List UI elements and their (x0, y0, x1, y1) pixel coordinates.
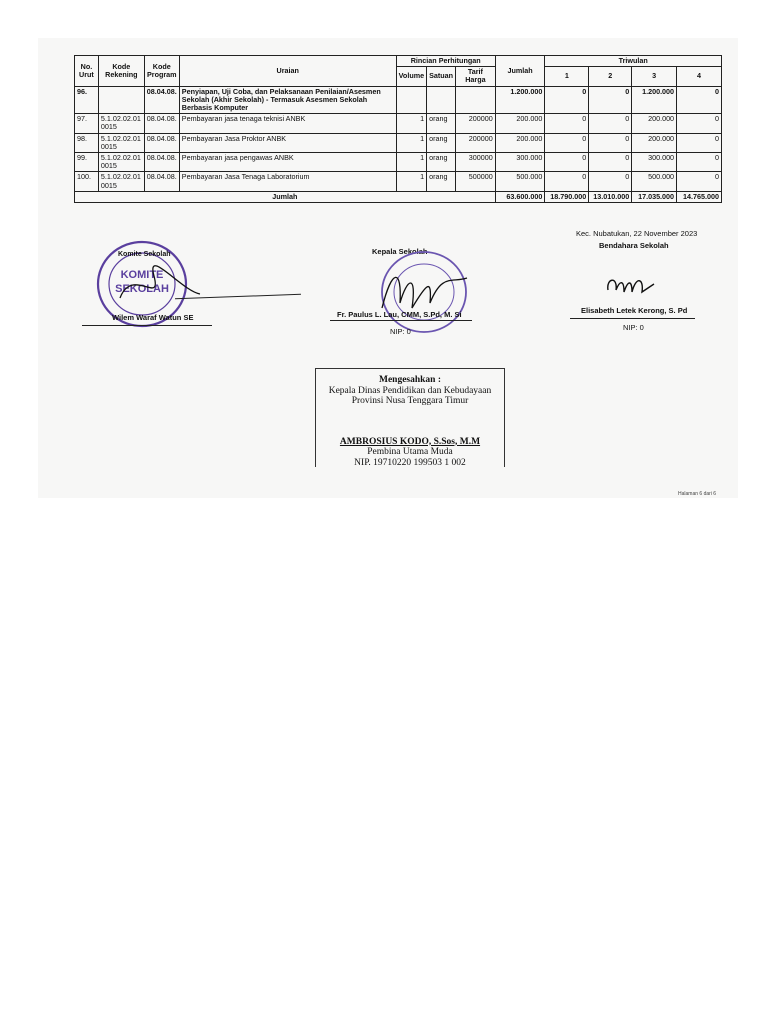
approval-line1: Kepala Dinas Pendidikan dan Kebudayaan (328, 385, 492, 396)
cell-q4: 0 (677, 133, 722, 152)
total-jumlah: 63.600.000 (495, 191, 545, 202)
budget-table (74, 55, 722, 203)
total-q4: 14.765.000 (677, 191, 722, 202)
approval-nip: NIP. 19710220 199503 1 002 (354, 457, 466, 468)
cell-no: 96. (75, 86, 99, 114)
approval-box (315, 368, 505, 467)
cell-tarif: 200000 (456, 114, 496, 133)
header-kode-program: Kode Program (144, 56, 179, 87)
cell-q4: 0 (677, 153, 722, 172)
cell-volume: 1 (396, 133, 426, 152)
cell-jumlah: 300.000 (495, 153, 545, 172)
cell-program: 08.04.08. (144, 153, 179, 172)
cell-q3: 1.200.000 (632, 86, 677, 114)
page-number: Halaman 6 dari 6 (678, 491, 717, 497)
cell-rekening: 5.1.02.02.01 0015 (98, 153, 144, 172)
header-q1: 1 (545, 67, 589, 86)
cell-jumlah: 200.000 (495, 114, 545, 133)
komite-name: Wilem Waraf Watun SE (112, 313, 194, 322)
cell-program: 08.04.08. (144, 133, 179, 152)
header-satuan: Satuan (427, 67, 456, 86)
stamp-komite-text: KOMITE (120, 269, 164, 281)
total-label: Jumlah (75, 191, 496, 202)
cell-q1: 0 (545, 153, 589, 172)
total-row (75, 191, 722, 202)
header-no-urut: No. Urut (75, 56, 99, 87)
cell-satuan (427, 86, 456, 114)
cell-volume: 1 (396, 153, 426, 172)
cell-uraian: Penyiapan, Uji Coba, dan Pelaksanaan Penilaian/Asesmen Sekolah (Akhir Sekolah) - Termasuk Asesmen Sekolah Berbasis Komputer (179, 86, 396, 114)
place-date: Kec. Nubatukan, 22 November 2023 (576, 229, 698, 238)
cell-no: 100. (75, 172, 99, 191)
cell-q2: 0 (589, 153, 632, 172)
komite-caption: Komite Sekolah (118, 251, 171, 258)
cell-q3: 200.000 (632, 114, 677, 133)
cell-uraian: Pembayaran jasa pengawas ANBK (179, 153, 396, 172)
cell-satuan: orang (427, 153, 456, 172)
cell-q4: 0 (677, 86, 722, 114)
bendahara-name: Elisabeth Letek Kerong, S. Pd (581, 306, 688, 315)
cell-q4: 0 (677, 172, 722, 191)
cell-q1: 0 (545, 172, 589, 191)
cell-satuan: orang (427, 133, 456, 152)
table-row (75, 86, 722, 114)
header-kode-rekening: Kode Rekening (98, 56, 144, 87)
header-jumlah: Jumlah (495, 56, 545, 87)
approval-heading: Mengesahkan : (378, 375, 442, 385)
cell-program: 08.04.08. (144, 172, 179, 191)
cell-q1: 0 (545, 114, 589, 133)
cell-uraian: Pembayaran Jasa Tenaga Laboratorium (179, 172, 396, 191)
approval-line2: Provinsi Nusa Tenggara Timur (351, 396, 469, 406)
cell-jumlah: 500.000 (495, 172, 545, 191)
total-q1: 18.790.000 (545, 191, 589, 202)
bendahara-signature (602, 272, 662, 302)
header-volume: Volume (396, 67, 426, 86)
header-rincian: Rincian Perhitungan (396, 56, 495, 67)
cell-tarif: 300000 (456, 153, 496, 172)
header-q4: 4 (677, 67, 722, 86)
cell-volume: 1 (396, 172, 426, 191)
cell-program: 08.04.08. (144, 86, 179, 114)
table-row (75, 153, 722, 172)
cell-q2: 0 (589, 114, 632, 133)
cell-tarif: 500000 (456, 172, 496, 191)
cell-rekening: 5.1.02.02.01 0015 (98, 114, 144, 133)
total-q2: 13.010.000 (589, 191, 632, 202)
cell-rekening (98, 86, 144, 114)
cell-satuan: orang (427, 114, 456, 133)
cell-tarif (456, 86, 496, 114)
cell-no: 99. (75, 153, 99, 172)
cell-volume: 1 (396, 114, 426, 133)
cell-q2: 0 (589, 133, 632, 152)
table-row (75, 133, 722, 152)
bendahara-title: Bendahara Sekolah (599, 241, 669, 250)
header-triwulan: Triwulan (545, 56, 722, 67)
cell-q2: 0 (589, 172, 632, 191)
cell-q3: 500.000 (632, 172, 677, 191)
cell-q2: 0 (589, 86, 632, 114)
cell-q1: 0 (545, 133, 589, 152)
cell-q4: 0 (677, 114, 722, 133)
cell-uraian: Pembayaran Jasa Proktor ANBK (179, 133, 396, 152)
bendahara-nip: NIP: 0 (623, 323, 644, 332)
stamp-sekolah-text: SEKOLAH (115, 283, 169, 295)
bendahara-underline (570, 318, 695, 319)
table-row (75, 114, 722, 133)
header-tarif: Tarif Harga (456, 67, 496, 86)
approval-name: AMBROSIUS KODO, S.Sos, M.M (339, 436, 481, 447)
kepala-stamp (372, 248, 472, 340)
cell-rekening: 5.1.02.02.01 0015 (98, 172, 144, 191)
cell-tarif: 200000 (456, 133, 496, 152)
approval-rank: Pembina Utama Muda (367, 447, 453, 457)
cell-satuan: orang (427, 172, 456, 191)
kepala-nip: NIP: 0 (390, 327, 411, 336)
cell-volume (396, 86, 426, 114)
cell-q3: 300.000 (632, 153, 677, 172)
cell-q1: 0 (545, 86, 589, 114)
header-q2: 2 (589, 67, 632, 86)
total-q3: 17.035.000 (632, 191, 677, 202)
kepala-title: Kepala Sekolah (372, 247, 428, 256)
komite-underline (82, 325, 212, 326)
cell-program: 08.04.08. (144, 114, 179, 133)
kepala-underline (330, 320, 472, 321)
cell-no: 98. (75, 133, 99, 152)
cell-rekening: 5.1.02.02.01 0015 (98, 133, 144, 152)
cell-jumlah: 1.200.000 (495, 86, 545, 114)
header-uraian: Uraian (179, 56, 396, 87)
cell-jumlah: 200.000 (495, 133, 545, 152)
cell-no: 97. (75, 114, 99, 133)
cell-q3: 200.000 (632, 133, 677, 152)
kepala-name: Fr. Paulus L. Lau, CMM, S.Pd, M. Si (337, 310, 462, 319)
cell-uraian: Pembayaran jasa tenaga teknisi ANBK (179, 114, 396, 133)
header-q3: 3 (632, 67, 677, 86)
table-row (75, 172, 722, 191)
